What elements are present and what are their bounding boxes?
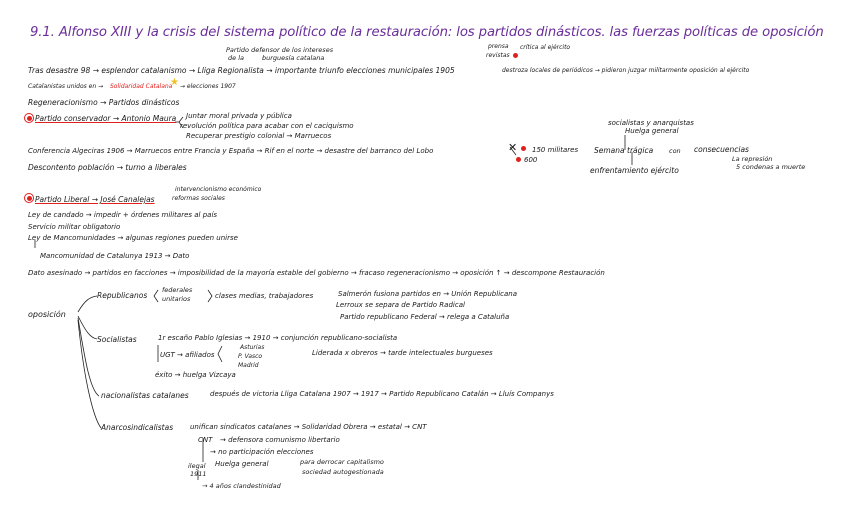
line-clandestinidad: → 4 años clandestinidad	[202, 482, 281, 490]
label-cnt: CNT	[198, 436, 213, 444]
line-exito: éxito → huelga Vizcaya	[155, 371, 236, 379]
note-enfrentamiento: enfrentamiento ejército	[590, 166, 679, 175]
solidaridad-catalana: Solidaridad Catalana	[110, 83, 173, 90]
line-despues-victoria: después de victoria Lliga Catalana 1907 → 1917 → Partido Republicano Catalán → Lluís Companys	[210, 390, 554, 398]
note-burguesia: burguesía catalana	[262, 54, 325, 62]
note-socialistas-anarq: socialistas y anarquistas	[608, 119, 694, 127]
note-intervencionismo: intervencionismo económico	[175, 186, 262, 193]
label-pvasco: P. Vasco	[238, 353, 263, 360]
line-huelga-general: Huelga general	[215, 460, 269, 468]
line-ugt: UGT → afiliados	[160, 351, 215, 359]
note-condenas: 5 condenas a muerte	[736, 163, 806, 171]
line-dato: Dato asesinado → partidos en facciones → imposibilidad de la mayoría estable del gobierno → fracaso regeneracionismo → oposición ↑ → descompone Restauración	[28, 269, 605, 277]
page-title: 9.1. Alfonso XIII y la crisis del sistema político de la restauración: los partidos dinásticos. las fuerzas políticas de oposición	[30, 25, 824, 40]
maura-point-3: Recuperar prestigio colonial → Marruecos	[186, 132, 332, 140]
line-catalanistas-a: Catalanistas unidos en →	[28, 83, 104, 90]
line-liderada: Liderada x obreros → tarde intelectuales burgueses	[312, 349, 493, 357]
note-prensa: prensa	[488, 43, 509, 50]
line-no-participacion: → no participación elecciones	[210, 448, 314, 456]
red-dot	[513, 53, 518, 58]
note-600: 600	[524, 156, 538, 164]
marker-dot	[27, 116, 32, 121]
line-mancomunidad: Mancomunidad de Catalunya 1913 → Dato	[40, 252, 190, 260]
label-federales: federales	[162, 286, 193, 294]
marker-dot-liberal	[27, 196, 32, 201]
label-socialistas: Socialistas	[97, 335, 137, 344]
label-ilegal: ilegal	[188, 462, 206, 470]
label-republicanos: Republicanos	[97, 291, 148, 300]
note-critica-ejercito: crítica al ejército	[520, 44, 571, 51]
label-clases-medias: clases medias, trabajadores	[215, 292, 314, 300]
label-madrid: Madrid	[238, 362, 259, 369]
note-semana-tragica: Semana trágica	[594, 146, 654, 155]
note-revista: revistas	[486, 52, 510, 59]
label-nacionalistas: nacionalistas catalanes	[101, 391, 189, 400]
label-unitarios: unitarios	[162, 295, 191, 303]
label-asturias: Asturias	[240, 344, 265, 351]
label-anarcosindicalistas: Anarcosindicalistas	[101, 423, 174, 432]
note-de-la: de la	[228, 54, 244, 62]
partido-conservador: Partido conservador → Antonio Maura	[35, 114, 177, 123]
maura-point-1: Juntar moral privada y pública	[186, 112, 292, 120]
line-defensora: → defensora comunismo libertario	[220, 436, 340, 444]
line-ley-mancomunidades: Ley de Mancomunidades → algunas regiones pueden unirse	[28, 234, 238, 242]
line-ley-candado: Ley de candado → impedir + órdenes militares al país	[28, 211, 218, 219]
note-reformas-sociales: reformas sociales	[172, 195, 225, 202]
red-dot-600	[516, 157, 521, 162]
line-catalanistas-b: → elecciones 1907	[180, 83, 236, 90]
line-descontento: Descontento población → turno a liberales	[28, 163, 187, 172]
line-lerroux: Lerroux se separa de Partido Radical	[336, 301, 465, 309]
line-salmeron: Salmerón fusiona partidos en → Unión Republicana	[338, 290, 518, 298]
maura-point-2: revolución política para acabar con el caciquismo	[180, 122, 354, 130]
label-oposicion: oposición	[28, 310, 66, 319]
star-icon: ★	[170, 77, 179, 88]
label-1911: 1911	[190, 470, 207, 478]
red-dot-150	[521, 146, 526, 151]
note-huelga-general: Huelga general	[625, 127, 679, 135]
line-algeciras: Conferencia Algeciras 1906 → Marruecos entre Francia y España → Rif en el norte → desastre del barranco del Lobo	[28, 147, 434, 155]
note-partido-defensor: Partido defensor de los intereses	[226, 46, 334, 54]
note-con: con	[669, 147, 681, 155]
line-federal: Partido republicano Federal → relega a Cataluña	[340, 313, 510, 321]
line-unifican: unifican sindicatos catalanes → Solidaridad Obrera → estatal → CNT	[190, 423, 427, 431]
cross-icon: ✕	[508, 141, 518, 154]
line-para-derrocar: para derrocar capitalismo	[300, 458, 384, 466]
partido-liberal: Partido Liberal → José Canalejas	[35, 195, 155, 204]
line-tras-desastre: Tras desastre 98 → esplendor catalanismo → Lliga Regionalista → importante triunfo elecciones municipales 1905	[28, 66, 455, 75]
note-150-militares: 150 militares	[532, 146, 579, 154]
line-pablo-iglesias: 1r escaño Pablo Iglesias → 1910 → conjunción republicano-socialista	[158, 334, 398, 342]
line-regeneracionismo: Regeneracionismo → Partidos dinásticos	[28, 98, 180, 107]
line-destroza: destroza locales de periódicos → pidieron juzgar militarmente oposición al ejército	[502, 67, 750, 74]
line-sociedad: sociedad autogestionada	[302, 468, 384, 476]
line-servicio-militar: Servicio militar obligatorio	[28, 223, 121, 231]
note-represion: La represión	[732, 155, 773, 163]
note-consecuencias: consecuencias	[694, 145, 749, 154]
